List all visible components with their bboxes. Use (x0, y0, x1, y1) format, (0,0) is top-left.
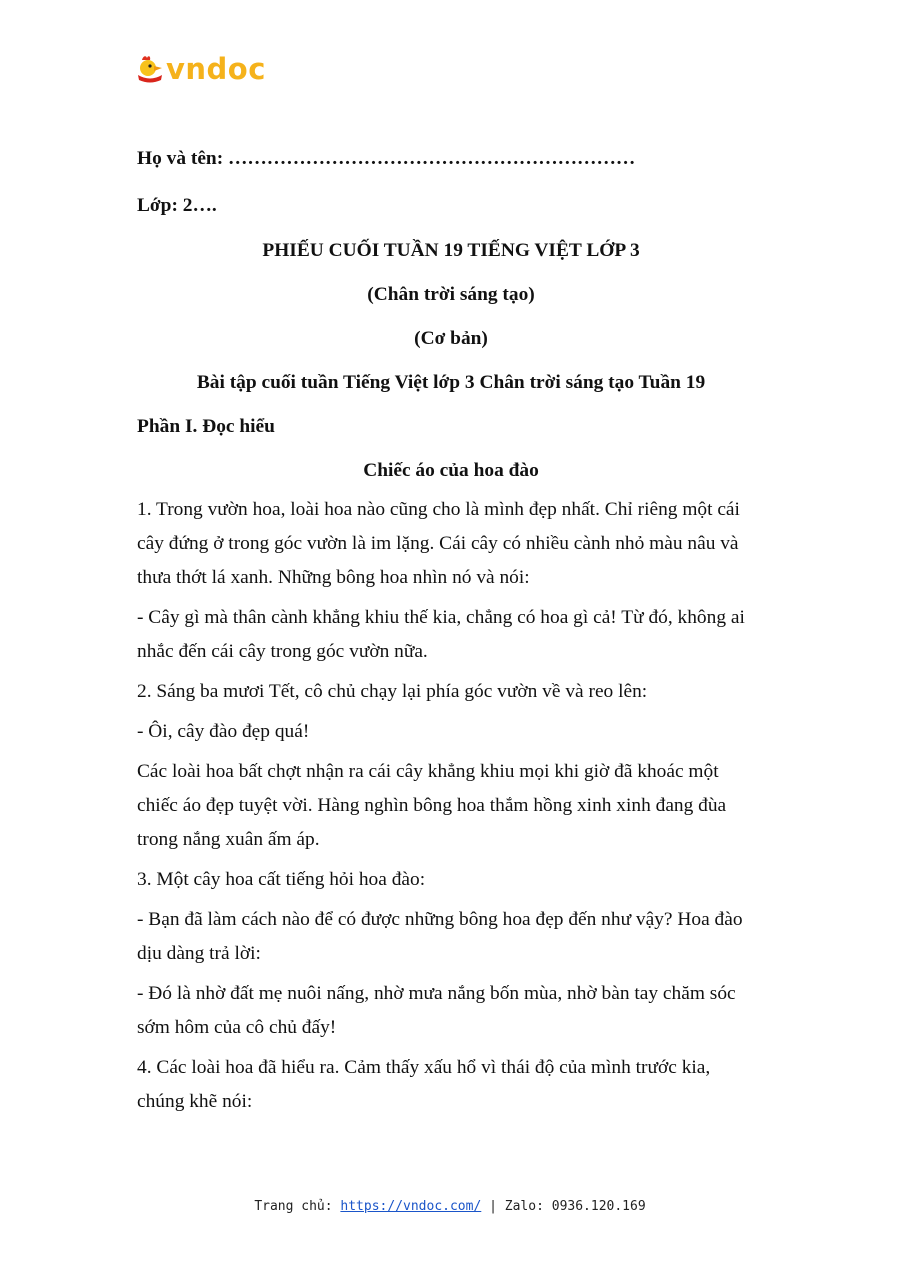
story-paragraph-9: 4. Các loài hoa đã hiểu ra. Cảm thấy xấu hổ vì thái độ của mình trước kia, chúng khẽ nói: (137, 1057, 711, 1112)
story-body (137, 493, 765, 1119)
worksheet-content (137, 140, 765, 1121)
story-paragraph-2: - Cây gì mà thân cành khẳng khiu thế kia, chẳng có hoa gì cả! Từ đó, không ai nhắc đến cái cây trong góc vườn nữa. (137, 607, 745, 662)
footer-home-link[interactable]: https://vndoc.com/ (340, 1199, 482, 1214)
page-footer (0, 1199, 900, 1214)
story-paragraph-1: 1. Trong vườn hoa, loài hoa nào cũng cho là mình đẹp nhất. Chỉ riêng một cái cây đứng ở trong góc vườn là im lặng. Cái cây có nhiều cành nhỏ màu nâu và thưa thớt lá xanh. Những bông hoa nhìn nó và nói: (137, 499, 740, 588)
story-paragraph-5: Các loài hoa bất chợt nhận ra cái cây khẳng khiu mọi khi giờ đã khoác một chiếc áo đẹp tuyệt vời. Hàng nghìn bông hoa thắm hồng xinh xinh đang đùa trong nắng xuân ấm áp. (137, 761, 727, 850)
story-paragraph-6: 3. Một cây hoa cất tiếng hỏi hoa đào: (137, 869, 426, 890)
logo-wordmark: vndoc (166, 51, 266, 86)
story-paragraph-3: 2. Sáng ba mươi Tết, cô chủ chạy lại phía góc vườn về và reo lên: (137, 681, 648, 702)
story-title: Chiếc áo của hoa đào (363, 460, 539, 481)
story-paragraph-7: - Bạn đã làm cách nào để có được những bông hoa đẹp đến như vậy? Hoa đào dịu dàng trả lời: (137, 909, 743, 964)
worksheet-title: PHIẾU CUỐI TUẦN 19 TIẾNG VIỆT LỚP 3 (262, 240, 640, 261)
vndoc-logo[interactable] (136, 52, 266, 86)
rooster-mascot-icon (136, 54, 164, 84)
class-field: Lớp: 2…. (137, 195, 217, 216)
footer-zalo-contact: Zalo: 0936.120.169 (504, 1199, 646, 1214)
story-paragraph-8: - Đó là nhờ đất mẹ nuôi nấng, nhờ mưa nắng bốn mùa, nhờ bàn tay chăm sóc sớm hôm của cô chủ đấy! (137, 983, 736, 1038)
story-paragraph-4: - Ôi, cây đào đẹp quá! (137, 721, 310, 742)
footer-home-label: Trang chủ: (254, 1199, 341, 1214)
level-subtitle: (Cơ bản) (414, 328, 488, 349)
section-heading: Phần I. Đọc hiểu (137, 416, 275, 437)
footer-separator: | (481, 1199, 505, 1214)
student-name-field: Họ và tên: ……………………………………………………… (137, 148, 636, 169)
series-subtitle: (Chân trời sáng tạo) (367, 284, 535, 305)
exercise-subtitle: Bài tập cuối tuần Tiếng Việt lớp 3 Chân trời sáng tạo Tuần 19 (196, 372, 706, 393)
